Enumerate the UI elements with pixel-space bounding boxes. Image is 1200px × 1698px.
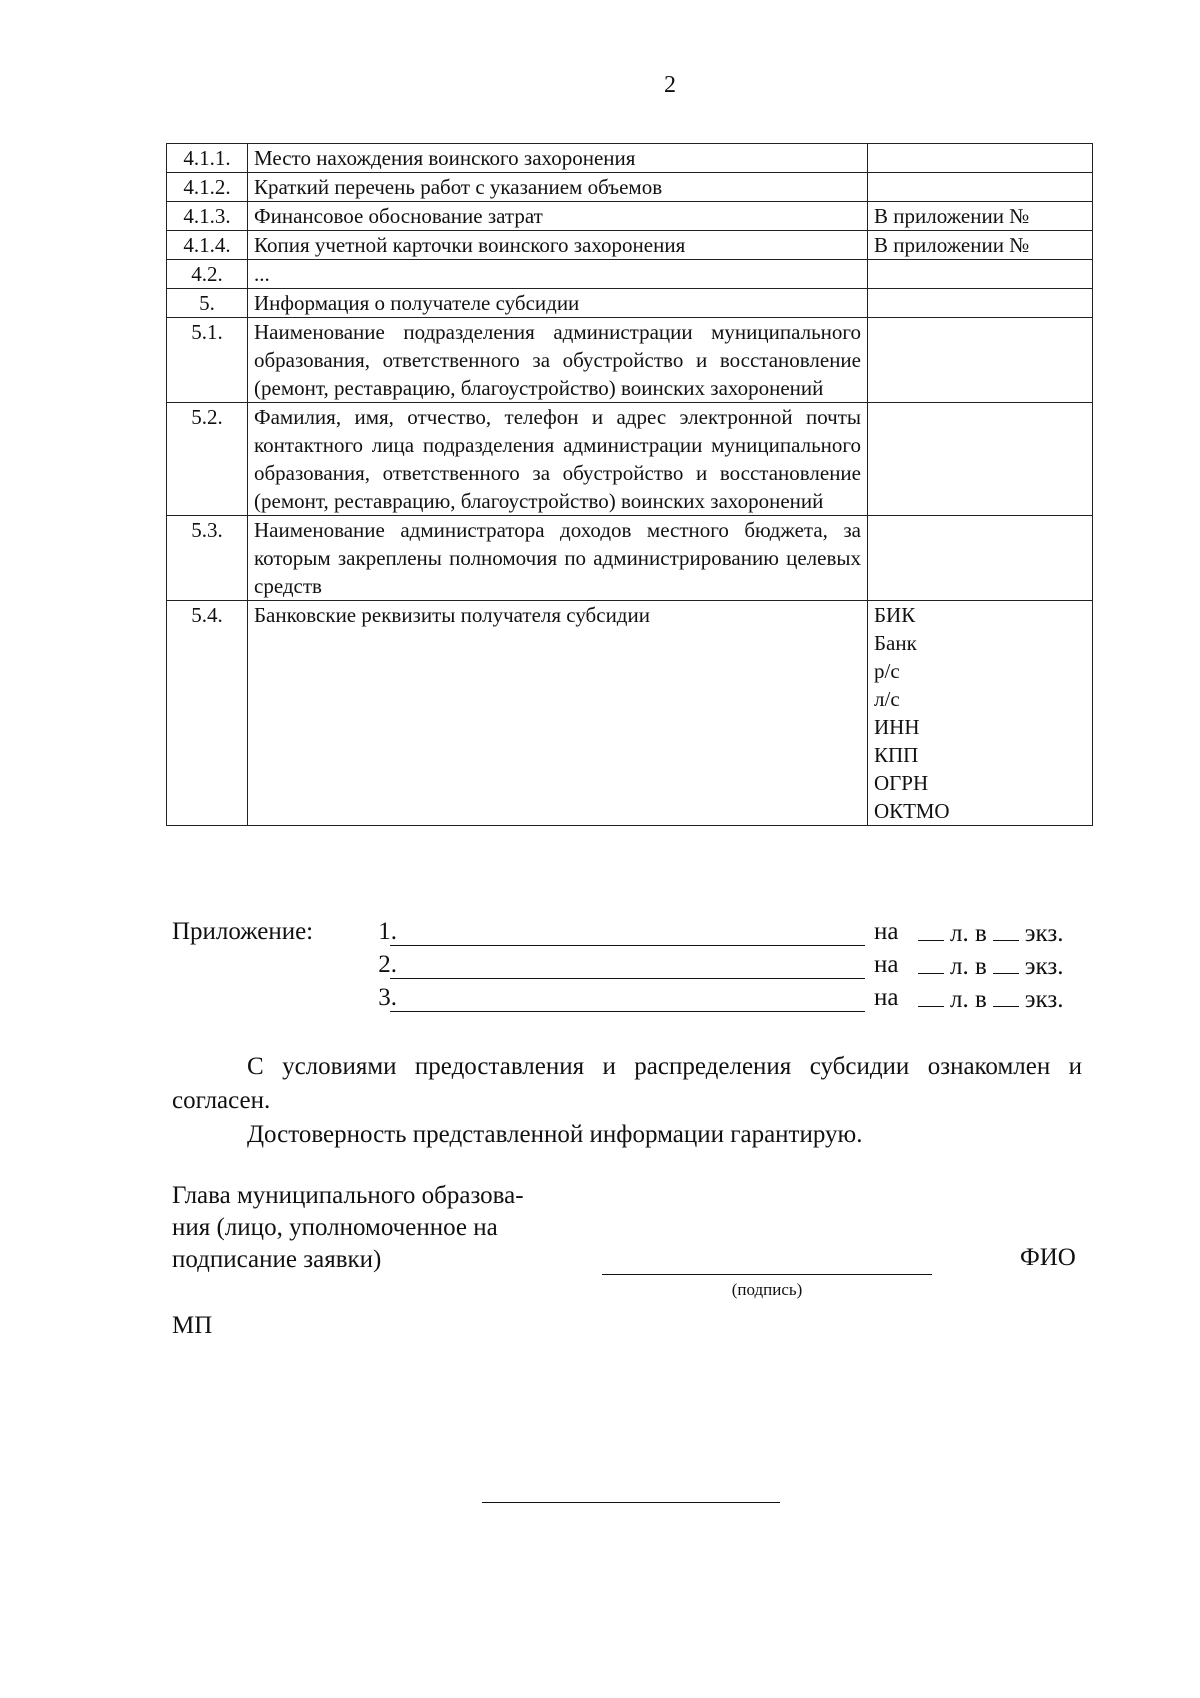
row-number: 4.1.3. <box>167 202 248 231</box>
row-field-name: Место нахождения воинского захоронения <box>248 144 868 173</box>
bank-requisite-label: КПП <box>874 743 919 767</box>
sheets-blank[interactable] <box>918 984 944 1007</box>
bank-requisites[interactable] <box>868 601 1093 826</box>
signature-line[interactable] <box>602 1274 932 1275</box>
appendix-title: Приложение: <box>172 918 314 945</box>
appendix-copies-label: экз. <box>1024 986 1064 1013</box>
appendix-sheets-label: л. в <box>950 920 987 947</box>
row-field-name: Наименование администратора доходов местного бюджета, за которым закреплены полномочия по администрированию целевых средств <box>248 516 868 601</box>
appendix-row <box>172 984 1092 1017</box>
consent-text <box>172 1050 1082 1152</box>
row-number: 5. <box>167 289 248 318</box>
fio-label: ФИО <box>1020 1244 1076 1271</box>
appendix-copies-label: экз. <box>1024 920 1064 947</box>
table-row <box>167 173 1093 202</box>
row-number: 4.1.2. <box>167 173 248 202</box>
table-row <box>167 289 1093 318</box>
row-number: 4.1.1. <box>167 144 248 173</box>
table-row <box>167 144 1093 173</box>
copies-blank[interactable] <box>993 918 1019 941</box>
appendix-item-number: 2. <box>378 951 397 978</box>
row-field-value[interactable] <box>868 318 1093 403</box>
row-field-value[interactable] <box>868 173 1093 202</box>
appendix-item-number: 3. <box>378 984 397 1011</box>
bank-requisite-label: ИНН <box>874 715 920 739</box>
row-field-value[interactable] <box>868 260 1093 289</box>
row-number: 5.1. <box>167 318 248 403</box>
row-number: 5.3. <box>167 516 248 601</box>
copies-blank[interactable] <box>993 951 1019 974</box>
row-field-name: Информация о получателе субсидии <box>248 289 868 318</box>
appendix-item-blank[interactable] <box>390 978 865 979</box>
page-number: 2 <box>664 72 676 98</box>
appendix-na: на <box>874 918 899 945</box>
row-field-name: Копия учетной карточки воинского захоронения <box>248 231 868 260</box>
row-field-value[interactable] <box>868 289 1093 318</box>
row-field-value[interactable]: В приложении № <box>868 231 1093 260</box>
signatory-title <box>172 1180 592 1276</box>
row-number: 4.1.4. <box>167 231 248 260</box>
sheets-blank[interactable] <box>918 951 944 974</box>
row-field-name: ... <box>248 260 868 289</box>
bank-requisite-label: р/с <box>874 659 900 683</box>
appendix-row <box>172 951 1092 984</box>
table-row-bank <box>167 601 1093 826</box>
appendix-section <box>172 918 1092 1017</box>
appendix-item-number: 1. <box>378 918 397 945</box>
signatory-line-3: подписание заявки) <box>172 1246 382 1273</box>
table-row <box>167 260 1093 289</box>
row-field-name: Краткий перечень работ с указанием объемов <box>248 173 868 202</box>
guarantee-paragraph: Достоверность представленной информации гарантирую. <box>247 1121 863 1148</box>
appendix-sheets <box>912 918 1063 948</box>
row-number: 4.2. <box>167 260 248 289</box>
appendix-sheets-label: л. в <box>950 986 987 1013</box>
row-field-name: Финансовое обоснование затрат <box>248 202 868 231</box>
consent-paragraph: С условиями предоставления и распределения субсидии ознакомлен и согласен. <box>172 1053 1082 1114</box>
sheets-blank[interactable] <box>918 918 944 941</box>
appendix-sheets <box>912 984 1063 1014</box>
bank-requisite-label: л/с <box>874 687 900 711</box>
row-field-name: Фамилия, имя, отчество, телефон и адрес электронной почты контактного лица подразделения администрации муниципального образования, ответственного за обустройство и восстановление (ремонт, реставрацию, благоустройство) воинских захоронений <box>248 403 868 516</box>
appendix-sheets-label: л. в <box>950 953 987 980</box>
row-field-value[interactable] <box>868 144 1093 173</box>
copies-blank[interactable] <box>993 984 1019 1007</box>
end-of-document-line <box>482 1502 780 1503</box>
bank-requisite-label: Банк <box>874 631 917 655</box>
signatory-line-1: Глава муниципального образова- <box>172 1182 524 1209</box>
bank-requisite-label: ОГРН <box>874 771 929 795</box>
appendix-na: на <box>874 951 899 978</box>
signature-caption: (подпись) <box>731 1280 803 1299</box>
appendix-item-blank[interactable] <box>390 945 865 946</box>
row-field-value[interactable]: В приложении № <box>868 202 1093 231</box>
appendix-copies-label: экз. <box>1024 953 1064 980</box>
application-table <box>166 143 1093 826</box>
row-field-value[interactable] <box>868 516 1093 601</box>
appendix-na: на <box>874 984 899 1011</box>
appendix-row <box>172 918 1092 951</box>
stamp-place-label: МП <box>172 1312 213 1339</box>
row-field-name: Банковские реквизиты получателя субсидии <box>248 601 868 826</box>
row-number: 5.4. <box>167 601 248 826</box>
bank-requisite-label: ОКТМО <box>874 799 950 823</box>
row-field-name: Наименование подразделения администрации муниципального образования, ответственного за обустройство и восстановление (ремонт, реставрацию, благоустройство) воинских захоронений <box>248 318 868 403</box>
table-row <box>167 231 1093 260</box>
table-row <box>167 318 1093 403</box>
appendix-item-blank[interactable] <box>390 1011 865 1012</box>
table-row <box>167 403 1093 516</box>
table-row <box>167 516 1093 601</box>
bank-requisite-label: БИК <box>874 603 916 627</box>
row-number: 5.2. <box>167 403 248 516</box>
row-field-value[interactable] <box>868 403 1093 516</box>
signatory-line-2: ния (лицо, уполномоченное на <box>172 1214 498 1241</box>
table-row <box>167 202 1093 231</box>
appendix-sheets <box>912 951 1063 981</box>
